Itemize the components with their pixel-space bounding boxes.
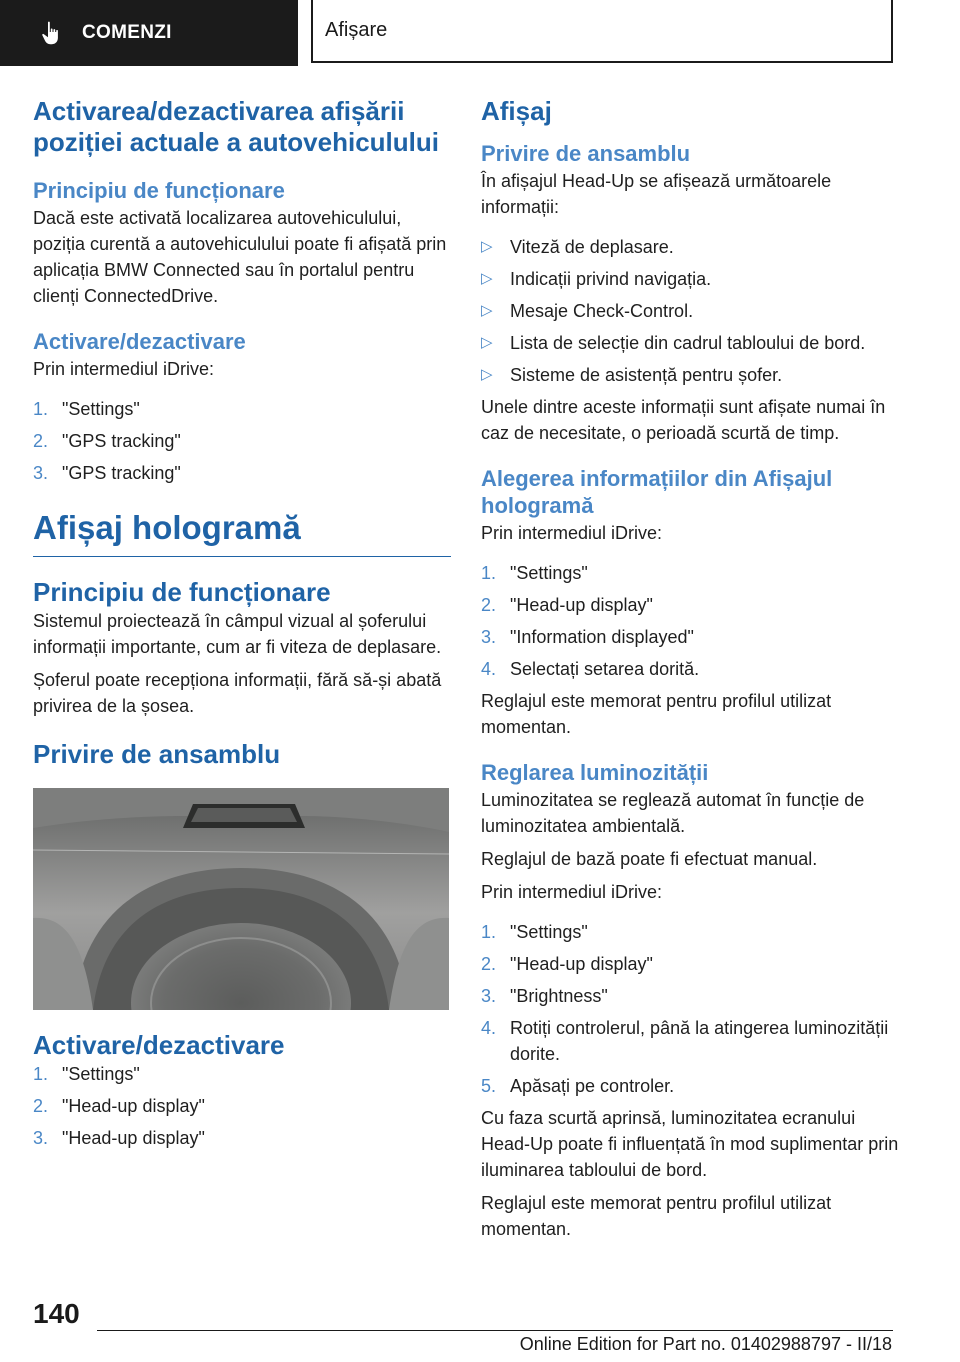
subheading-reglarea: Reglarea luminozității bbox=[481, 759, 709, 785]
paragraph-idrive: Prin intermediul iDrive: bbox=[33, 359, 215, 380]
heading-activare-2: Activare/dezactivare bbox=[33, 1030, 285, 1060]
subheading-activare: Activare/dezactivare bbox=[33, 329, 246, 355]
paragraph-unele: Unele dintre aceste informații sunt afișate numai în caz de necesitate, o perioadă scurtă de timp. bbox=[481, 397, 886, 444]
paragraph-principiu: Dacă este activată localizarea autovehiculului, poziția curentă a autovehiculului poate fi afișată prin aplicația BMW Connected sau în portalul pentru clienți ConnectedDrive. bbox=[33, 208, 447, 307]
heading-activare-pozitie: Activarea/dezactivarea afișării poziției actuale a autovehiculului bbox=[33, 96, 439, 158]
steps-head-up bbox=[33, 1061, 451, 1151]
paragraph-sofer: Șoferul poate recepționa informații, fără să-și abată privirea de la șosea. bbox=[33, 669, 442, 716]
paragraph-reglaj-baza: Reglajul de bază poate fi efectuat manual. bbox=[481, 848, 818, 869]
triangle-bullet-icon: ▷ bbox=[481, 238, 493, 256]
paragraph-intro: În afișajul Head-Up se afișează următoarele informații: bbox=[481, 171, 832, 218]
list-item: 2. "Head-up display" bbox=[33, 1096, 205, 1117]
list-item: ▷ Lista de selecție din cadrul tabloului de bord. bbox=[481, 330, 899, 356]
dashboard-illustration bbox=[33, 788, 449, 1010]
steps-gps-tracking bbox=[33, 396, 451, 486]
triangle-bullet-icon: ▷ bbox=[481, 366, 493, 384]
section-tab-label: COMENZI bbox=[82, 22, 172, 43]
paragraph-idrive: Prin intermediul iDrive: bbox=[481, 522, 663, 543]
page-header bbox=[0, 0, 960, 66]
heading-afisaj: Afișaj bbox=[481, 96, 552, 126]
list-item: 1. "Settings" bbox=[33, 1064, 140, 1085]
paragraph-faza: Cu faza scurtă aprinsă, luminozitatea ecranului Head-Up poate fi influențată în mod suplimentar prin iluminarea tabloului de bord. bbox=[481, 1107, 899, 1180]
list-item: 4. Selectați setarea dorită. bbox=[481, 658, 700, 679]
list-item: 3. "Head-up display" bbox=[33, 1128, 205, 1149]
list-item: 3. "Brightness" bbox=[481, 985, 608, 1006]
list-item: 3. "Information displayed" bbox=[481, 626, 694, 647]
heading-afisaj-holograma: Afișaj hologramă bbox=[33, 508, 451, 557]
list-item: 2. "Head-up display" bbox=[481, 594, 653, 615]
list-item: 1. "Settings" bbox=[481, 921, 588, 942]
list-item: ▷ Mesaje Check-Control. bbox=[481, 298, 899, 324]
subheading-alegerea: Alegerea informațiilor din Afișajul hologramă bbox=[481, 466, 833, 518]
triangle-bullet-icon: ▷ bbox=[481, 302, 493, 320]
heading-principiu: Principiu de funcționare bbox=[33, 576, 331, 607]
info-list bbox=[481, 234, 899, 388]
list-item: ▷ Sisteme de asistență pentru șofer. bbox=[481, 362, 899, 388]
right-column bbox=[481, 96, 899, 1242]
subheading-principiu: Principiu de funcționare bbox=[33, 178, 285, 204]
list-item: 4. Rotiți controlerul, până la atingerea luminozității dorite. bbox=[481, 1017, 889, 1064]
chapter-title: Afișare bbox=[311, 0, 893, 63]
list-item: 2. "Head-up display" bbox=[481, 953, 653, 974]
paragraph-sistem: Sistemul proiectează în câmpul vizual al șoferului informații importante, cum ar fi viteza de deplasare. bbox=[33, 610, 442, 657]
list-item: 1. "Settings" bbox=[33, 399, 140, 420]
steps-brightness bbox=[481, 919, 899, 1099]
triangle-bullet-icon: ▷ bbox=[481, 270, 493, 288]
paragraph-idrive: Prin intermediul iDrive: bbox=[481, 881, 663, 902]
hand-pointer-icon bbox=[40, 20, 64, 46]
list-item: 5. Apăsați pe controler. bbox=[481, 1075, 675, 1096]
triangle-bullet-icon: ▷ bbox=[481, 334, 493, 352]
list-item: 1. "Settings" bbox=[481, 562, 588, 583]
footer-divider bbox=[97, 1330, 893, 1331]
paragraph-luminozitate: Luminozitatea se reglează automat în funcție de luminozitatea ambientală. bbox=[481, 789, 865, 836]
list-item: ▷ Viteză de deplasare. bbox=[481, 234, 899, 260]
list-item: ▷ Indicații privind navigația. bbox=[481, 266, 899, 292]
steps-information bbox=[481, 560, 899, 682]
heading-privire-ansamblu: Privire de ansamblu bbox=[33, 738, 281, 769]
list-item: 2. "GPS tracking" bbox=[33, 431, 181, 452]
hud-dashboard-figure bbox=[33, 788, 449, 1010]
left-column bbox=[33, 96, 451, 1157]
edition-note: Online Edition for Part no. 01402988797 - II/18 bbox=[519, 1334, 892, 1354]
paragraph-reglajul: Reglajul este memorat pentru profilul utilizat momentan. bbox=[481, 1192, 832, 1239]
section-tab-comenzi bbox=[0, 0, 298, 66]
paragraph-reglajul: Reglajul este memorat pentru profilul utilizat momentan. bbox=[481, 690, 832, 737]
page-number: 140 bbox=[33, 1298, 80, 1329]
list-item: 3. "GPS tracking" bbox=[33, 463, 181, 484]
subheading-privire: Privire de ansamblu bbox=[481, 141, 691, 167]
